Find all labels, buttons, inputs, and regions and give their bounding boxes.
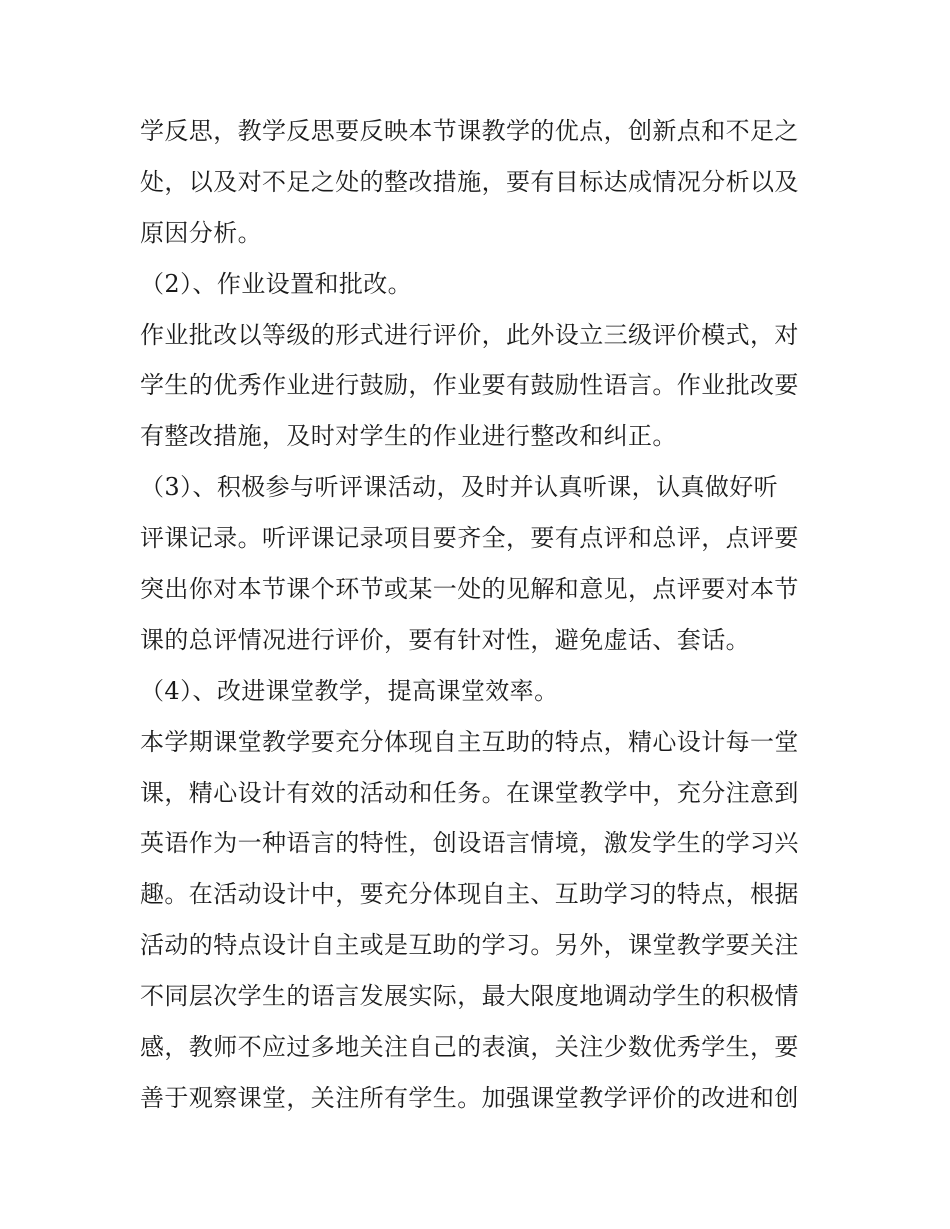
text-line: 作业批改以等级的形式进行评价，此外设立三级评价模式，对 [140,320,799,349]
section-heading-3: （3）、积极参与听评课活动，及时并认真听课，认真做好听 [140,473,779,502]
section-heading-4: （4）、改进课堂教学，提高课堂效率。 [140,676,559,705]
text-line: 英语作为一种语言的特性，创设语言情境，激发学生的学习兴 [140,829,799,858]
text-line: 感，教师不应过多地关注自己的表演，关注少数优秀学生，要 [140,1033,799,1062]
text-line: 本学期课堂教学要充分体现自主互助的特点，精心设计每一堂 [140,727,799,756]
text-line: 原因分析。 [140,218,262,247]
text-line: 课，精心设计有效的活动和任务。在课堂教学中，充分注意到 [140,778,799,807]
text-line: 学反思，教学反思要反映本节课教学的优点，创新点和不足之 [140,117,799,145]
text-line: 有整改措施，及时对学生的作业进行整改和纠正。 [140,422,677,451]
text-line: 学生的优秀作业进行鼓励，作业要有鼓励性语言。作业批改要 [140,371,799,400]
text-line: 活动的特点设计自主或是互助的学习。另外，课堂教学要关注 [140,931,799,960]
text-line: 课的总评情况进行评价，要有针对性，避免虚话、套话。 [140,625,750,654]
text-line: 评课记录。听评课记录项目要齐全，要有点评和总评，点评要 [140,524,799,553]
text-line: 突出你对本节课个环节或某一处的见解和意见，点评要对本节 [140,575,799,604]
text-line: 处，以及对不足之处的整改措施，要有目标达成情况分析以及 [140,167,799,196]
body-text [140,106,820,1124]
section-heading-2: （2）、作业设置和批改。 [140,269,413,298]
text-line: 不同层次学生的语言发展实际，最大限度地调动学生的积极情 [140,982,799,1011]
text-line: 趣。在活动设计中，要充分体现自主、互助学习的特点，根据 [140,880,799,909]
text-line: 善于观察课堂，关注所有学生。加强课堂教学评价的改进和创 [140,1083,799,1112]
